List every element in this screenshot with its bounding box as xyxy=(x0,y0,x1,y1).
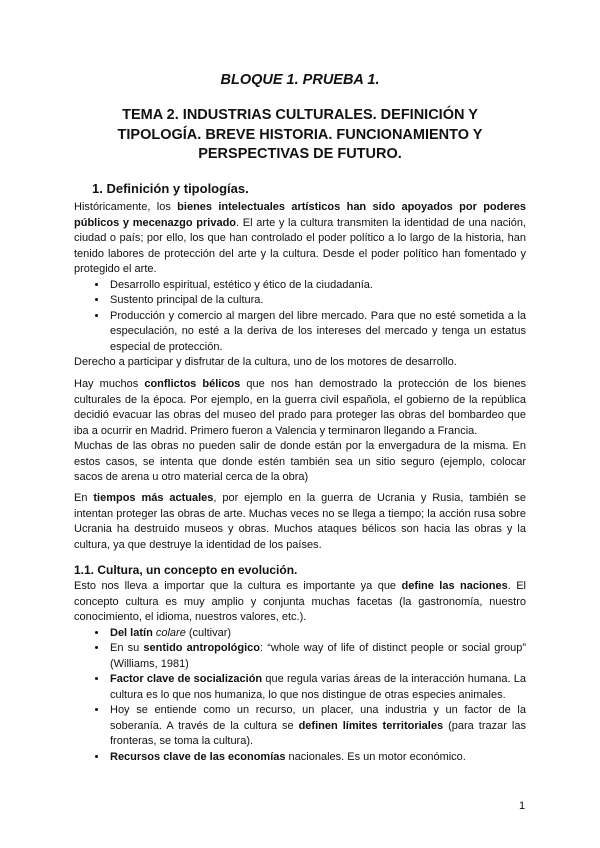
section-heading-1-1: 1.1. Cultura, un concepto en evolución. xyxy=(74,563,298,577)
list-item: • En su sentido antropológico: “whole way of life of distinct people or social group” (Williams, 1981) xyxy=(108,641,526,672)
paragraph: Muchas de las obras no pueden salir de donde están por la envergadura de la misma. En estos casos, se intenta que donde estén también sea un sitio seguro (ejemplo, colocar sacos de arena u otro material cerca de la obra) xyxy=(74,440,526,483)
page-number: 1 xyxy=(519,800,526,812)
paragraph: Derecho a participar y disfrutar de la cultura, uno de los motores de desarrollo. xyxy=(74,356,457,368)
paragraph: Históricamente, los bienes intelectuales artísticos han sido apoyados por poderes públicos y mecenazgo privado. El arte y la cultura transmiten la identidad de una nación, ciudad o país; por ello, los que han controlado el poder político a lo largo de la historia, han tenido labores de protección del arte y la cultura. Desde el poder político han fomentado y protegido el arte. xyxy=(74,201,526,275)
bullet-list xyxy=(74,278,526,356)
paragraph: En tiempos más actuales, por ejemplo en la guerra de Ucrania y Rusia, también se intentan proteger las obras de arte. Muchas veces no se llega a tiempo; la acción rusa sobre Ucrania ha destruido museos y obras. Muchos ataques bélicos son hacia las obras y la cultura, ya que destruye la identidad de los países. xyxy=(74,492,526,551)
section-1-1-body xyxy=(74,579,526,765)
topic-title: TEMA 2. INDUSTRIAS CULTURALES. DEFINICIÓN Y TIPOLOGÍA. BREVE HISTORIA. FUNCIONAMIENTO Y PERSPECTIVAS DE FUTURO. xyxy=(117,107,483,162)
list-item: • Factor clave de socialización que regula varias áreas de la interacción humana. La cultura es lo que nos humaniza, lo que nos distingue de otras especies animales. xyxy=(108,672,526,703)
block-title: BLOQUE 1. PRUEBA 1. xyxy=(220,72,380,88)
section-heading-1: 1. Definición y tipologías. xyxy=(92,181,249,196)
list-item: • Recursos clave de las economías nacionales. Es un motor económico. xyxy=(108,750,526,766)
list-item: • Desarrollo espiritual, estético y ético de la ciudadanía. xyxy=(108,278,526,294)
paragraph: Esto nos lleva a importar que la cultura es importante ya que define las naciones. El concepto cultura es muy amplio y conjunta muchas facetas (la gastronomía, nuestro conocimiento, el idioma, nuestros valores, etc.). xyxy=(74,580,526,623)
list-item: • Sustento principal de la cultura. xyxy=(108,293,526,309)
list-item: • Producción y comercio al margen del libre mercado. Para que no esté sometida a la especulación, no esté a la deriva de los intereses del mercado y tenga un estatus especial de protección. xyxy=(108,309,526,356)
section-1-body-2 xyxy=(74,377,526,486)
bullet-list xyxy=(74,626,526,766)
list-item: • Del latín colare (cultivar) xyxy=(108,626,526,642)
paragraph: Hay muchos conflictos bélicos que nos han demostrado la protección de los bienes culturales de la época. Por ejemplo, en la guerra civil española, el gobierno de la república decidió evacuar las obras del museo del prado para proteger las obras del bombardeo que iba a ocurrir en Madrid. Primero fueron a Valencia y terminaron llegando a Francia. xyxy=(74,378,526,437)
section-1-body-3 xyxy=(74,491,526,553)
section-1-body xyxy=(74,200,526,371)
list-item: • Hoy se entiende como un recurso, un placer, una industria y un factor de la soberanía. A través de la cultura se definen límites territoriales (para trazar las fronteras, se toma la cultura). xyxy=(108,703,526,750)
